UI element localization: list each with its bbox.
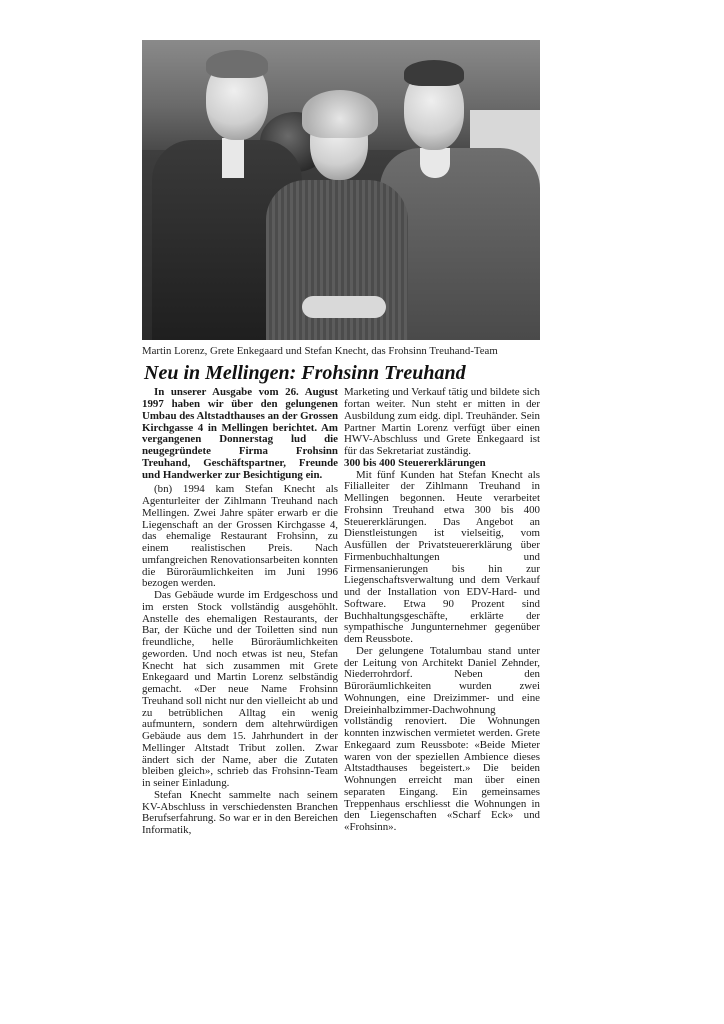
paragraph-4: Marketing und Verkauf tätig und bildete sich fortan weiter. Nun steht er mitten in der Ausbildung zum eidg. dipl. Treuhänder. Sein Partner Martin Lorenz verfügt über einen HWV-Abschluss und Grete Enkegaard ist für das Sekretariat zuständig.	[344, 386, 540, 458]
team-photo	[142, 40, 540, 340]
article-subheading: 300 bis 400 Steuererklärungen	[344, 456, 486, 469]
photo-caption: Martin Lorenz, Grete Enkegaard und Stefan Knecht, das Frohsinn Treuhand-Team	[142, 345, 498, 357]
paragraph-5: Mit fünf Kunden hat Stefan Knecht als Filialleiter der Zihlmann Treuhand in Mellingen begonnen. Heute verarbeitet Frohsinn Treuhand etwa 300 bis 400 Steuererklärungen. Das Angebot an Dienstleistungen ist vielseitig, vom Ausfüllen der Privatsteuererklärung über Firmenbuchhaltungen und Firmensanierungen bis hin zur Liegenschaftsverwaltung und dem Verkauf und der Installation von EDV-Hard- und Software. Etwa 90 Prozent sind Buchhaltungsgeschäfte, erklärte der sympathische Jungunternehmer gegenüber dem Reussbote.	[344, 468, 540, 646]
paragraph-6: Der gelungene Totalumbau stand unter der Leitung von Architekt Daniel Zehnder, Niederrohrdorf. Neben den Büroräumlichkeiten wurden zwei Wohnungen, eine Dreizimmer- und eine Dreieinhalbzimmer-Dachwohnung vollständig renoviert. Die Wohnungen konnten inzwischen vermietet werden. Grete Enkegaard zum Reussbote: «Beide Mieter waren von der speziellen Ambience dieses Altstadthauses begeistert.» Die beiden Wohnungen erreicht man über einen separaten Eingang. Ein gemeinsames Treppenhaus erschliesst die Wohnungen in den Liegenschaften «Scharf Eck» und «Frohsinn».	[344, 644, 540, 834]
article-lead: In unserer Ausgabe vom 26. August 1997 haben wir über den gelungenen Umbau des Altstadthauses an der Grossen Kirchgasse 4 in Mellingen berichtet. Am vergangenen Donnerstag lud die neugegründete Firma Frohsinn Treuhand, Geschäftspartner, Freunde und Handwerker zur Besichtigung ein.	[142, 386, 338, 481]
paragraph-1: (bn) 1994 kam Stefan Knecht als Agenturleiter der Zihlmann Treuhand nach Mellingen. Zwei Jahre später erwarb er die Liegenschaft an der Grossen Kirchgasse 4, das ehemalige Restaurant Frohsinn, zu einem realistischen Preis. Nach umfangreichen Renovationsarbeiten konnten die Büroräumlichkeiten im Juni 1996 bezogen werden.	[142, 483, 338, 590]
paragraph-2: Das Gebäude wurde im Erdgeschoss und im ersten Stock vollständig ausgehöhlt. Anstelle des ehemaligen Restaurants, der Bar, der Küche und der Toiletten sind nun freundliche, helle Büroräumlichkeiten geworden. Und noch etwas ist neu, Stefan Knecht hat sich zusammen mit Grete Enkegaard und Martin Lorenz selbständig gemacht. «Der neue Name Frohsinn Treuhand soll nicht nur den vielleicht ab und zu betrüblichen Alltag ein wenig aufmuntern, sondern dem altehrwürdigen Gebäude aus dem 15. Jahrhundert in der Mellinger Altstadt Tribut zollen. Zwar ändert sich der Name, aber die Zutaten bleiben gleich», schrieb das Frohsinn-Team in seiner Einladung.	[142, 589, 338, 790]
newspaper-clipping	[142, 40, 540, 837]
article-headline: Neu in Mellingen: Frohsinn Treuhand	[144, 362, 466, 385]
paragraph-3: Stefan Knecht sammelte nach seinem KV-Abschluss in verschiedensten Branchen Berufserfahrung. So war er in den Bereichen Informatik,	[142, 788, 338, 837]
column-left	[142, 387, 338, 837]
article-body	[142, 387, 540, 837]
person-center	[142, 40, 540, 340]
column-right	[344, 387, 540, 837]
